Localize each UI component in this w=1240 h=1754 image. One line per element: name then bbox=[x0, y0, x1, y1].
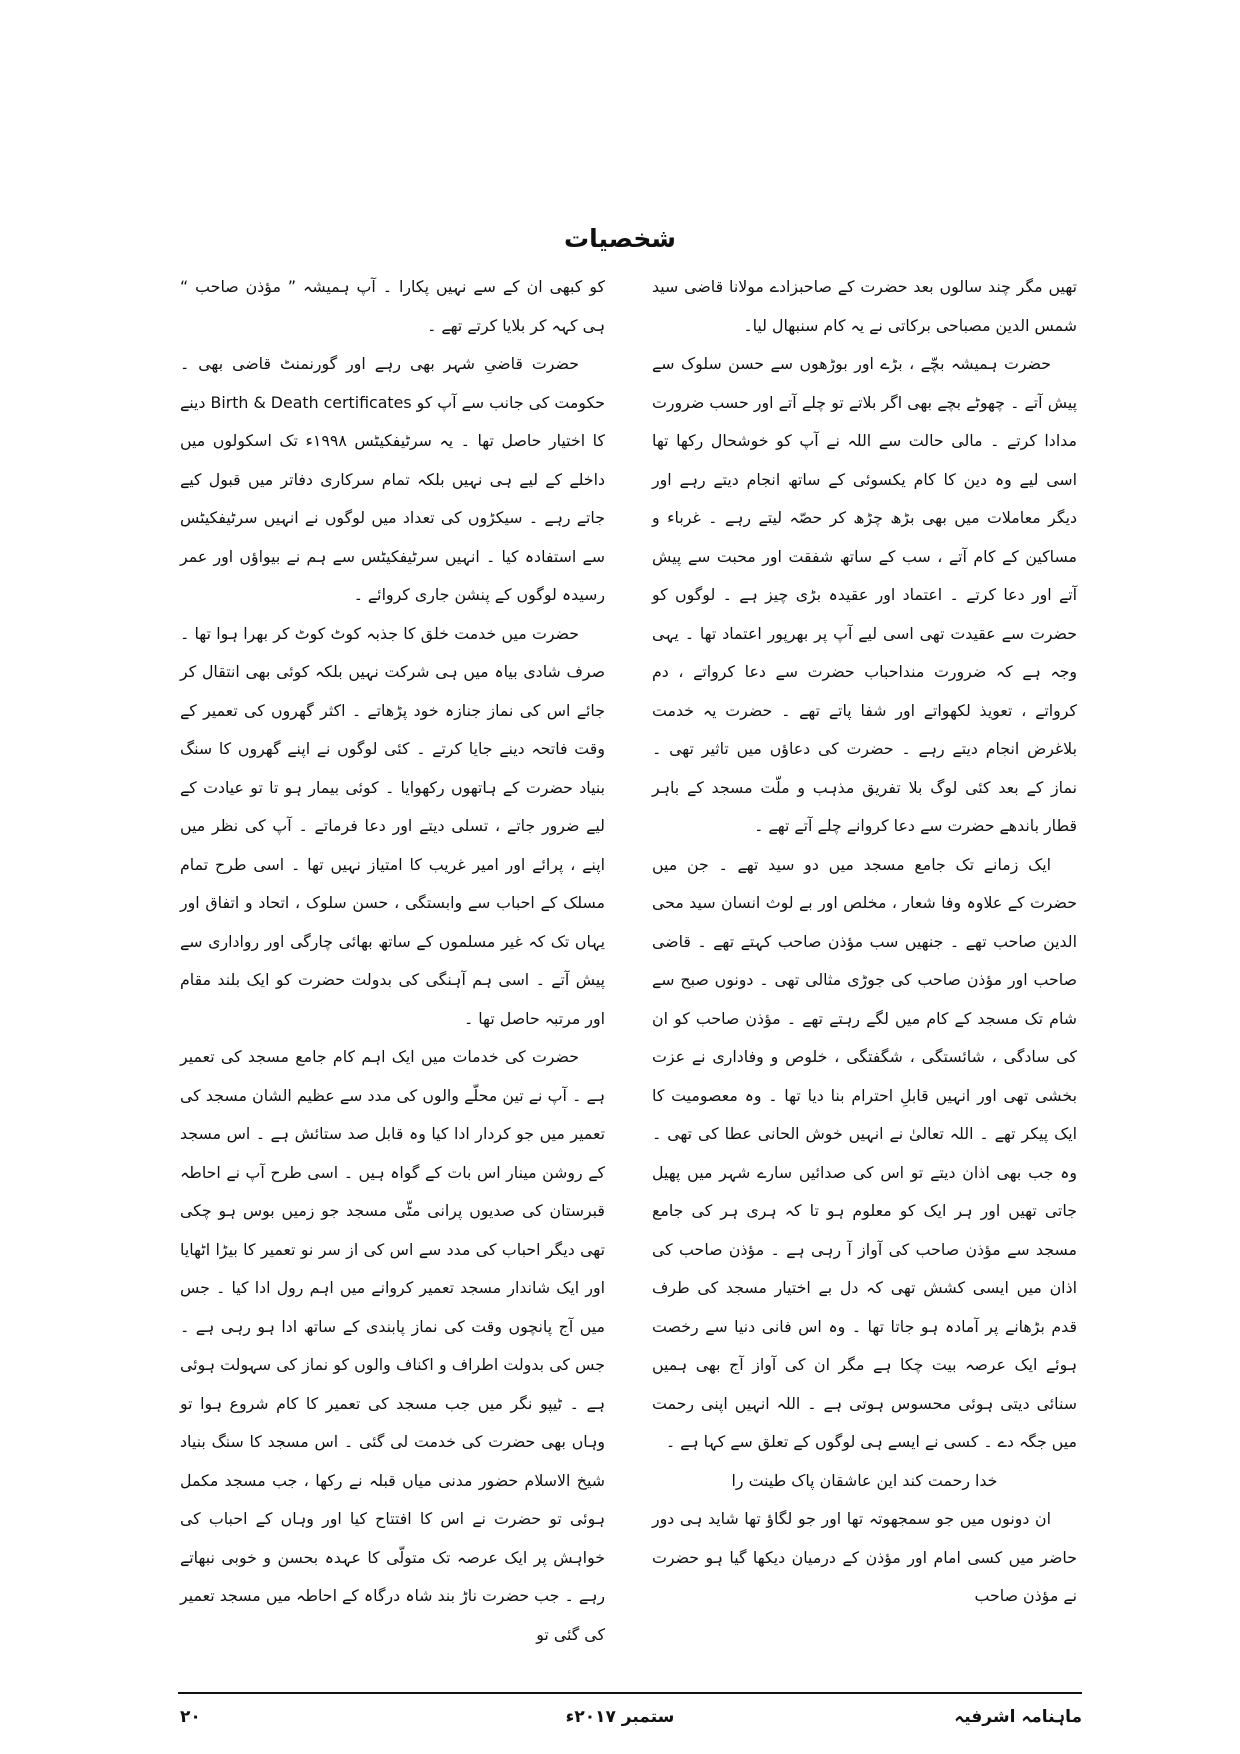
paragraph: ایک زمانے تک جامع مسجد میں دو سید تھے ۔ جن میں حضرت کے علاوہ وفا شعار ، مخلص اور بے لوث انسان سید محی الدین صاحب تھے ۔ جنھیں سب مؤذن صاحب کہتے تھے ۔ قاضی صاحب اور مؤذن صاحب کی جوڑی مثالی تھی ۔ دونوں صبح سے شام تک مسجد کے کام میں لگے رہتے تھے ۔ مؤذن صاحب کو ان کی سادگی ، شائستگی ، شگفتگی ، خلوص و وفاداری نے عزت بخشی تھی اور انہیں قابلِ احترام بنا دیا تھا ۔ وہ معصومیت کا ایک پیکر تھے ۔ اللہ تعالیٰ نے انہیں خوش الحانی عطا کی تھی ۔ وہ جب بھی اذان دیتے تو اس کی صدائیں سارے شہر میں پھیل جاتی تھیں اور ہر ایک کو معلوم ہو تا کہ ہری ہر کی جامع مسجد سے مؤذن صاحب کی آواز آ رہی ہے ۔ مؤذن صاحب کی اذان میں ایسی کشش تھی کہ دل بے اختیار مسجد کی طرف قدم بڑھانے پر آمادہ ہو جاتا تھا ۔ وہ اس فانی دنیا سے رخصت ہوئے ایک عرصہ بیت چکا ہے مگر ان کی آواز آج بھی ہمیں سنائی دیتی ہوئی محسوس ہوتی ہے ۔ اللہ انہیں اپنی رحمت میں جگہ دے ۔ کسی نے ایسے ہی لوگوں کے تعلق سے کہا ہے ۔ bbox=[652, 854, 1077, 1451]
footer-divider bbox=[178, 1692, 1082, 1694]
paragraph: تھیں مگر چند سالوں بعد حضرت کے صاحبزادے مولانا قاضی سید شمس الدین مصباحی برکاتی نے یہ کام سنبھال لیا۔ bbox=[652, 277, 1077, 335]
page-number: ۲۰ bbox=[180, 1707, 201, 1727]
magazine-name: ماہنامہ اشرفیہ bbox=[954, 1707, 1082, 1727]
left-column bbox=[180, 268, 605, 1644]
paragraph: حضرت کی خدمات میں ایک اہم کام جامع مسجد کی تعمیر ہے ۔ آپ نے تین محلّے والوں کی مدد سے عظیم الشان مسجد کی تعمیر میں جو کردار ادا کیا وہ قابل صد ستائش ہے ۔ اس مسجد کے روشن مینار اس بات کے گواہ ہیں ۔ اسی طرح آپ نے احاطہ قبرستان کی صدیوں پرانی مٹّی مسجد جو زمیں بوس ہو چکی تھی دیگر احباب کی مدد سے اس کی از سر نو تعمیر کا بیڑا اٹھایا اور ایک شاندار مسجد تعمیر کروانے میں اہم رول ادا کیا ۔ جس میں آج پانچوں وقت کی نماز پابندی کے ساتھ ادا ہو رہی ہے ۔ جس کی بدولت اطراف و اکناف والوں کو نماز کی سہولت ہوئی ہے ۔ ٹیپو نگر میں جب مسجد کی تعمیر کا کام شروع ہوا تو وہاں بھی حضرت کی خدمت لی گئی ۔ اس مسجد کا سنگ بنیاد شیخ الاسلام حضور مدنی میاں قبلہ نے رکھا ، جب مسجد مکمل ہوئی تو حضرت نے اس کا افتتاح کیا اور وہاں کے احباب کی خواہش پر ایک عرصہ تک متولّی کا عہدہ بحسن و خوبی نبھاتے رہے ۔ جب حضرت ناڑ بند شاہ درگاہ کے احاطہ میں مسجد تعمیر کی گئی تو bbox=[180, 1047, 605, 1644]
paragraph: کو کبھی ان کے سے نہیں پکارا ۔ آپ ہمیشہ ” مؤذن صاحب “ ہی کہہ کر بلایا کرتے تھے ۔ bbox=[180, 277, 605, 335]
issue-date: ستمبر ۲۰۱۷ء bbox=[565, 1707, 675, 1727]
paragraph: ان دونوں میں جو سمجھوتہ تھا اور جو لگاؤ تھا شاید ہی دور حاضر میں کسی امام اور مؤذن کے درمیان دیکھا گیا ہو حضرت نے مؤذن صاحب bbox=[652, 1509, 1077, 1605]
persian-verse: خدا رحمت کند این عاشقان پاک طینت را bbox=[731, 1470, 998, 1490]
paragraph-text: حضرت قاضیِ شہر بھی رہے اور گورنمنٹ قاضی بھی ۔ حکومت کی جانب سے آپ کو bbox=[180, 354, 605, 412]
paragraph: حضرت میں خدمت خلق کا جذبہ کوٹ کوٹ کر بھرا ہوا تھا ۔ صرف شادی بیاہ میں ہی شرکت نہیں بلکہ کوئی بھی انتقال کر جائے اس کی نماز جنازہ خود پڑھاتے ۔ اکثر گھروں کی تعمیر کے وقت فاتحہ دینے جایا کرتے ۔ کئی لوگوں نے اپنے گھروں کا سنگ بنیاد حضرت کے ہاتھوں رکھوایا ۔ کوئی بیمار ہو تا تو عیادت کے لیے ضرور جاتے ، تسلی دیتے اور دعا فرماتے ۔ آپ کی نظر میں اپنے ، پرائے اور امیر غریب کا امتیاز نہیں تھا ۔ اسی طرح تمام مسلک کے احباب سے وابستگی ، حسن سلوک ، اتحاد و اتفاق اور یہاں تک کہ غیر مسلموں کے ساتھ بھائی چارگی اور رواداری سے پیش آتے ۔ اسی ہم آہنگی کی بدولت حضرت کو ایک بلند مقام اور مرتبہ حاصل تھا ۔ bbox=[180, 623, 605, 1028]
paragraph bbox=[180, 345, 605, 615]
page-title: شخصیات bbox=[564, 224, 676, 253]
right-column bbox=[652, 268, 1077, 1613]
english-term: Birth & Death certificates bbox=[210, 392, 412, 412]
paragraph-text: دینے کا اختیار حاصل تھا ۔ یہ سرٹیفکیٹس ۱۹۹۸ء تک اسکولوں میں داخلے کے لیے ہی نہیں بلکہ تمام سرکاری دفاتر میں قبول کیے جاتے رہے ۔ سیکڑوں کی تعداد میں لوگوں نے انہیں سرٹیفکیٹس سے استفادہ کیا ۔ انہیں سرٹیفکیٹس سے ہم نے بیواؤں اور عمر رسیدہ لوگوں کے پنشن جاری کروائے ۔ bbox=[180, 392, 605, 604]
paragraph: حضرت ہمیشہ بچّے ، بڑے اور بوڑھوں سے حسن سلوک سے پیش آتے ۔ چھوٹے بچے بھی اگر بلاتے تو چلے آتے اور حسب ضرورت مدادا کرتے ۔ مالی حالت سے اللہ نے آپ کو خوشحال رکھا تھا اسی لیے وہ دین کا کام یکسوئی کے ساتھ انجام دیتے رہے اور دیگر معاملات میں بھی بڑھ چڑھ کر حصّہ لیتے رہے ۔ غرباء و مساکین کے کام آتے ، سب کے ساتھ شفقت اور محبت سے پیش آتے اور دعا کرتے ۔ اعتماد اور عقیدہ بڑی چیز ہے ۔ لوگوں کو حضرت سے عقیدت تھی اسی لیے آپ پر بھرپور اعتماد تھا ۔ یہی وجہ ہے کہ ضرورت منداحباب حضرت سے دعا کرواتے ، دم کرواتے ، تعویذ لکھواتے اور شفا پاتے تھے ۔ حضرت یہ خدمت بلاغرض انجام دیتے رہے ۔ حضرت کی دعاؤں میں تاثیر تھی ۔ نماز کے بعد کئی لوگ بلا تفریق مذہب و ملّت مسجد کے باہر قطار باندھے حضرت سے دعا کروانے چلے آتے تھے ۔ bbox=[652, 354, 1077, 835]
